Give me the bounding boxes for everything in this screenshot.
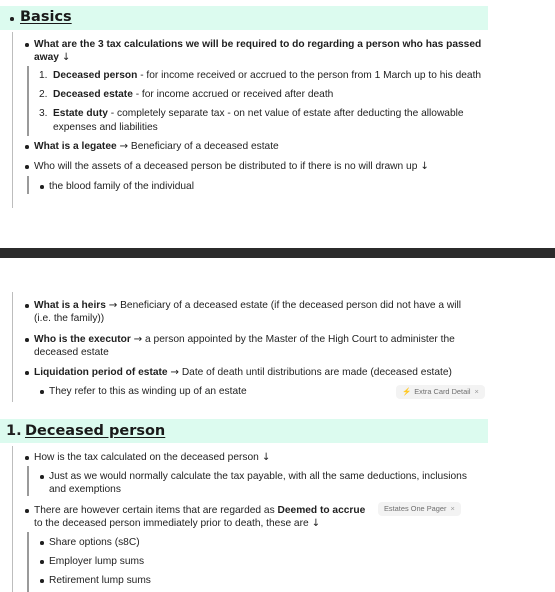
toggle-indent-bar xyxy=(27,466,29,496)
bullet xyxy=(40,475,44,479)
liquidation-period-definition[interactable]: Liquidation period of estate → Date of death until distributions are made (deceased estate) xyxy=(34,367,452,378)
question-3-tax-calcs-cont[interactable]: away ↓ xyxy=(34,52,71,63)
heirs-definition-cont[interactable]: (i.e. the family)) xyxy=(34,313,105,324)
section-indent-bar xyxy=(12,32,13,208)
deemed-to-accrue-text[interactable]: There are however certain items that are regarded as Deemed to accrue xyxy=(34,505,366,516)
bullet xyxy=(25,509,29,513)
bullet xyxy=(40,541,44,545)
bullet xyxy=(25,456,29,460)
deemed-to-accrue-text-cont[interactable]: to the deceased person immediately prior to death, these are ↓ xyxy=(34,518,321,529)
question-no-will[interactable]: Who will the assets of a deceased person be distributed to if there is no will drawn up ↓ xyxy=(34,161,429,172)
bullet xyxy=(25,43,29,47)
heirs-definition[interactable]: What is a heirs → Beneficiary of a deceased estate (if the deceased person did not have a will xyxy=(34,300,462,311)
list-number: 3. xyxy=(39,108,48,119)
section-indent-bar xyxy=(12,292,13,402)
section-indent-bar xyxy=(12,446,13,592)
winding-up-text[interactable]: They refer to this as winding up of an estate xyxy=(49,386,247,397)
bullet xyxy=(25,165,29,169)
bullet xyxy=(40,185,44,189)
arrow-right-icon: → xyxy=(119,141,129,152)
bullet xyxy=(25,145,29,149)
question-tax-calc-deceased[interactable]: How is the tax calculated on the deceased person ↓ xyxy=(34,452,271,463)
bullet xyxy=(40,579,44,583)
deemed-item-retirement-lump-sums[interactable]: Retirement lump sums xyxy=(49,575,151,586)
toggle-arrow-down-icon[interactable]: ↓ xyxy=(61,52,71,63)
toggle-indent-bar xyxy=(27,532,29,592)
toggle-indent-bar xyxy=(27,176,29,194)
bullet xyxy=(25,338,29,342)
bullet xyxy=(40,390,44,394)
just-as-text[interactable]: Just as we would normally calculate the tax payable, with all the same deductions, inclusions xyxy=(49,471,467,482)
tag-chip-estates-one-pager[interactable]: Estates One Pager × xyxy=(378,502,461,516)
arrow-right-icon: → xyxy=(170,367,179,378)
question-3-tax-calcs[interactable]: What are the 3 tax calculations we will be required to do regarding a person who has passed xyxy=(34,39,482,50)
section-title-basics: Basics xyxy=(20,9,72,25)
deemed-item-employer-lump-sums[interactable]: Employer lump sums xyxy=(49,556,145,567)
close-icon[interactable]: × xyxy=(450,504,455,513)
heading-bullet xyxy=(10,17,14,21)
blood-family-text[interactable]: the blood family of the individual xyxy=(49,181,194,192)
executor-definition[interactable]: Who is the executor → a person appointed by the Master of the High Court to administer the xyxy=(34,334,455,345)
list-number: 1. xyxy=(39,70,48,81)
list-item-estate-duty-cont[interactable]: expenses and liabilities xyxy=(53,122,158,133)
toggle-arrow-down-icon[interactable]: ↓ xyxy=(420,161,429,172)
list-item-deceased-person[interactable]: Deceased person - for income received or accrued to the person from 1 March up to his death xyxy=(53,70,482,81)
deemed-item-share-options[interactable]: Share options (s8C) xyxy=(49,537,140,548)
tag-chip-extra-card-detail[interactable]: ⚡ Extra Card Detail × xyxy=(396,385,485,399)
section-number: 1. xyxy=(6,423,22,439)
legatee-definition[interactable]: What is a legatee → Beneficiary of a deceased estate xyxy=(34,141,279,152)
arrow-right-icon: → xyxy=(108,300,118,311)
bullet xyxy=(25,371,29,375)
arrow-right-icon: → xyxy=(133,334,143,345)
toggle-arrow-down-icon[interactable]: ↓ xyxy=(261,452,271,463)
toggle-indent-bar xyxy=(27,66,29,136)
list-number: 2. xyxy=(39,89,48,100)
bullet xyxy=(40,560,44,564)
executor-definition-cont[interactable]: deceased estate xyxy=(34,347,109,358)
list-item-deceased-estate[interactable]: Deceased estate - for income accrued or received after death xyxy=(53,89,334,100)
list-item-estate-duty[interactable]: Estate duty - completely separate tax - on net value of estate after deducting the allowable xyxy=(53,108,464,119)
lightning-icon: ⚡ xyxy=(402,387,412,396)
card-divider xyxy=(0,248,555,258)
bullet xyxy=(25,304,29,308)
toggle-arrow-down-icon[interactable]: ↓ xyxy=(311,518,321,529)
just-as-text-cont[interactable]: and exemptions xyxy=(49,484,121,495)
section-title-deceased-person: Deceased person xyxy=(25,423,166,439)
basics-heading-bar xyxy=(0,6,488,30)
close-icon[interactable]: × xyxy=(474,387,479,396)
